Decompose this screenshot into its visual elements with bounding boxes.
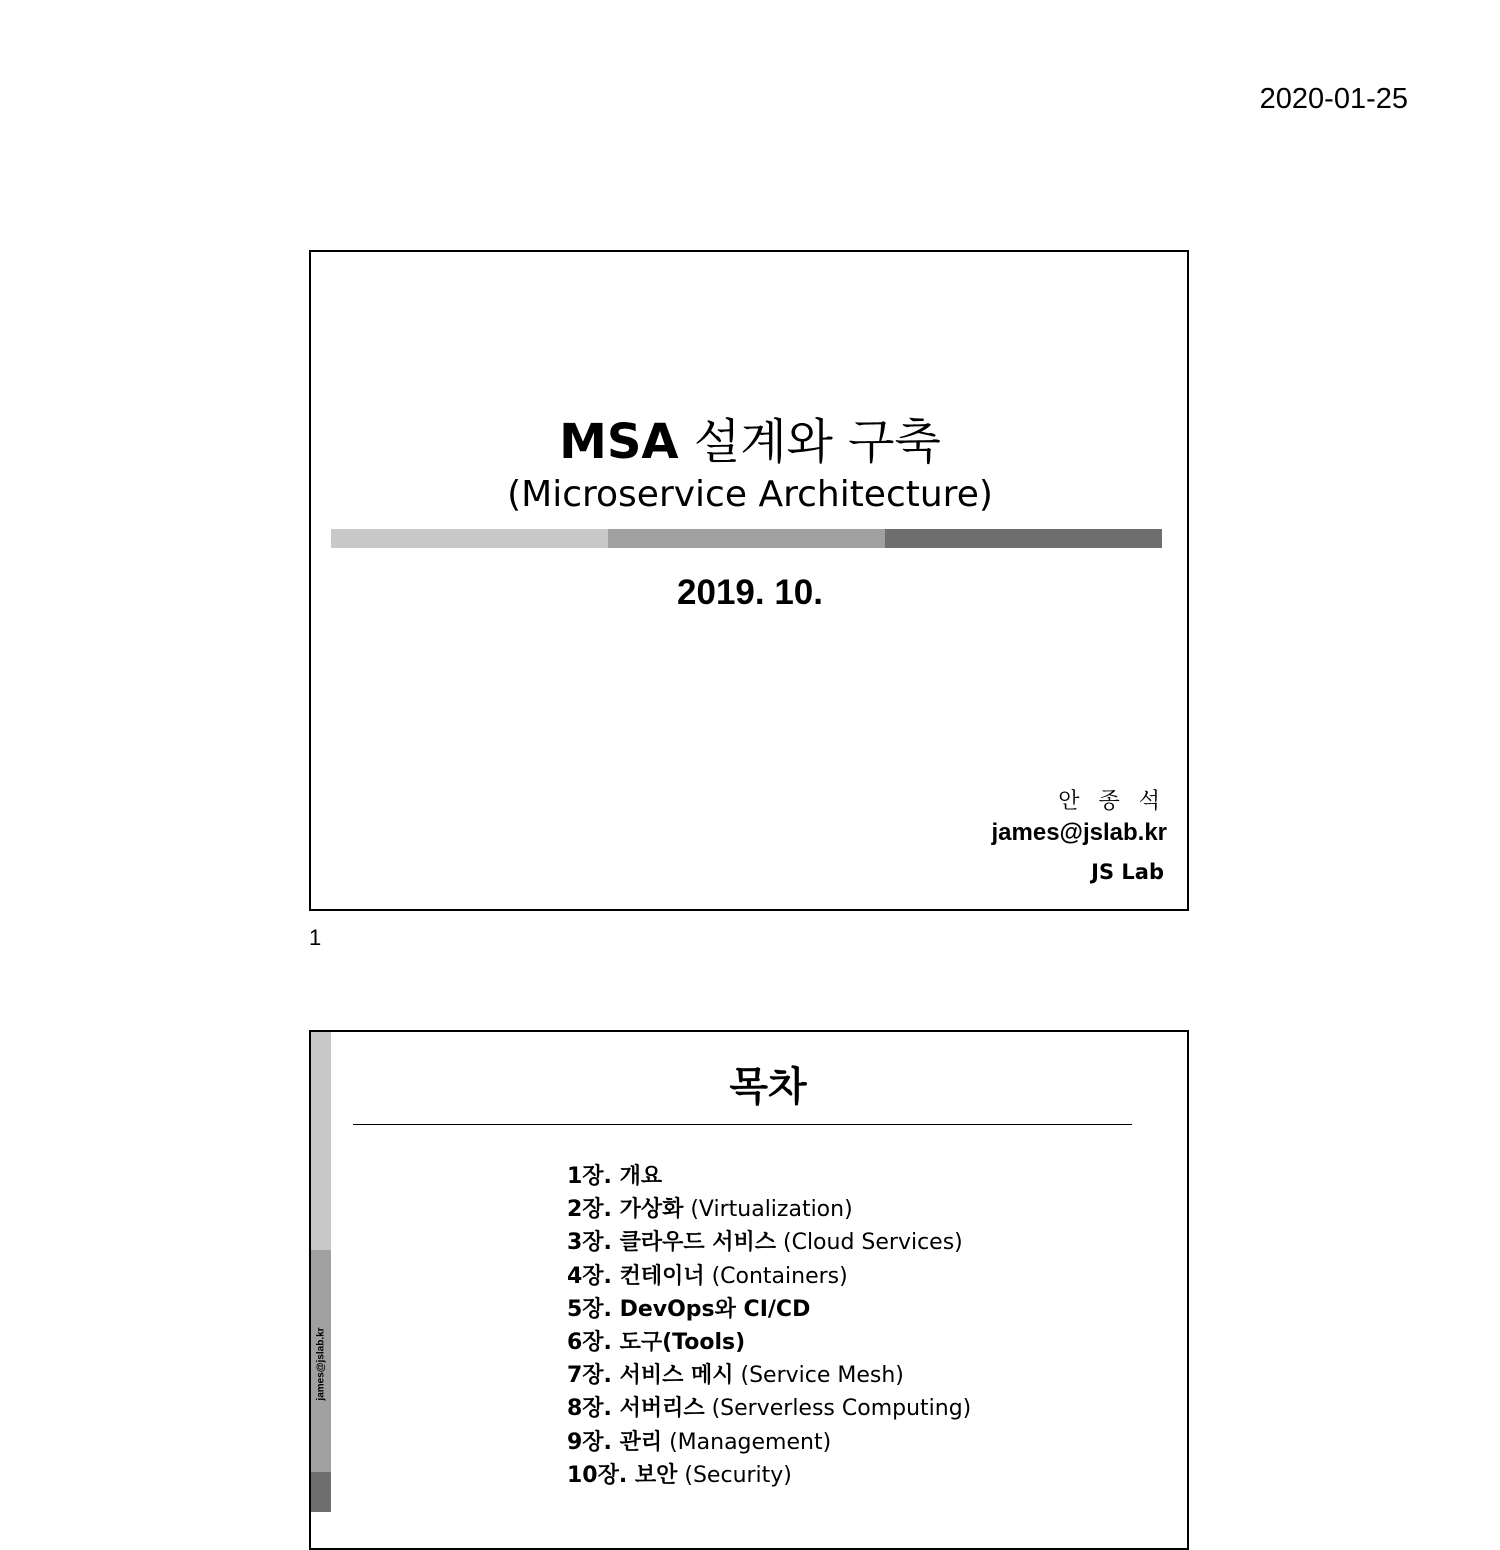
toc-chapter: 1장. 개요: [567, 1164, 663, 1189]
divider-segment-dark: [885, 529, 1162, 548]
slide-2-side-stripe: [311, 1032, 331, 1500]
slide-1-author: 안 종 석: [1058, 789, 1166, 814]
toc-item: [567, 1226, 971, 1259]
toc-english: (Containers): [704, 1263, 848, 1289]
print-date: 2020-01-25: [1259, 83, 1408, 115]
toc-english: (Security): [677, 1462, 792, 1488]
divider-segment-light: [331, 529, 608, 548]
slide-1-title: [0, 412, 1500, 472]
toc-english: (Cloud Services): [776, 1230, 963, 1256]
toc-item: [567, 1293, 971, 1326]
toc-english: (Virtualization): [683, 1197, 853, 1223]
stripe-segment-dark: [311, 1472, 331, 1512]
slide-1-subtitle: (Microservice Architecture): [507, 474, 993, 515]
slide-1-lab: JS Lab: [1091, 860, 1164, 884]
slide-2-title-rule: [353, 1124, 1132, 1125]
toc-english: (Serverless Computing): [704, 1396, 972, 1422]
slide-2-side-email: james@jslab.kr: [315, 1327, 327, 1401]
stripe-segment-light: [311, 1032, 331, 1250]
toc-item: [567, 1392, 971, 1425]
toc-chapter: 2장. 가상화: [567, 1197, 684, 1223]
toc-item: [567, 1426, 971, 1459]
toc-english: (Service Mesh): [733, 1363, 904, 1389]
toc-chapter: 7장. 서비스 메시: [567, 1363, 734, 1389]
slide-1-divider-bar: [331, 529, 1162, 548]
slide-2-title: 목차: [729, 1064, 807, 1110]
toc-item: [567, 1326, 971, 1359]
toc-english: (Management): [662, 1429, 832, 1455]
slide-1-title-text: 설계와 구축: [678, 414, 941, 470]
toc-chapter: 6장. 도구(Tools): [567, 1329, 746, 1355]
divider-segment-mid: [608, 529, 885, 548]
toc-chapter: 8장. 서버리스: [567, 1396, 705, 1422]
slide-1-date: 2019. 10.: [677, 573, 823, 612]
toc-item: [567, 1193, 971, 1226]
toc-item: [567, 1160, 971, 1193]
slide-1-page-number: 1: [309, 925, 322, 950]
toc-item: [567, 1260, 971, 1293]
slide-1-email: james@jslab.kr: [991, 819, 1167, 846]
toc-chapter: 5장. DevOps와 CI/CD: [567, 1296, 811, 1322]
toc-chapter: 3장. 클라우드 서비스: [567, 1230, 776, 1256]
toc-item: [567, 1459, 971, 1492]
table-of-contents: [567, 1160, 971, 1492]
slide-1-title-acronym: MSA: [559, 414, 679, 470]
toc-chapter: 4장. 컨테이너: [567, 1263, 705, 1289]
toc-chapter: 10장. 보안: [567, 1462, 678, 1488]
toc-item: [567, 1359, 971, 1392]
toc-chapter: 9장. 관리: [567, 1429, 663, 1455]
